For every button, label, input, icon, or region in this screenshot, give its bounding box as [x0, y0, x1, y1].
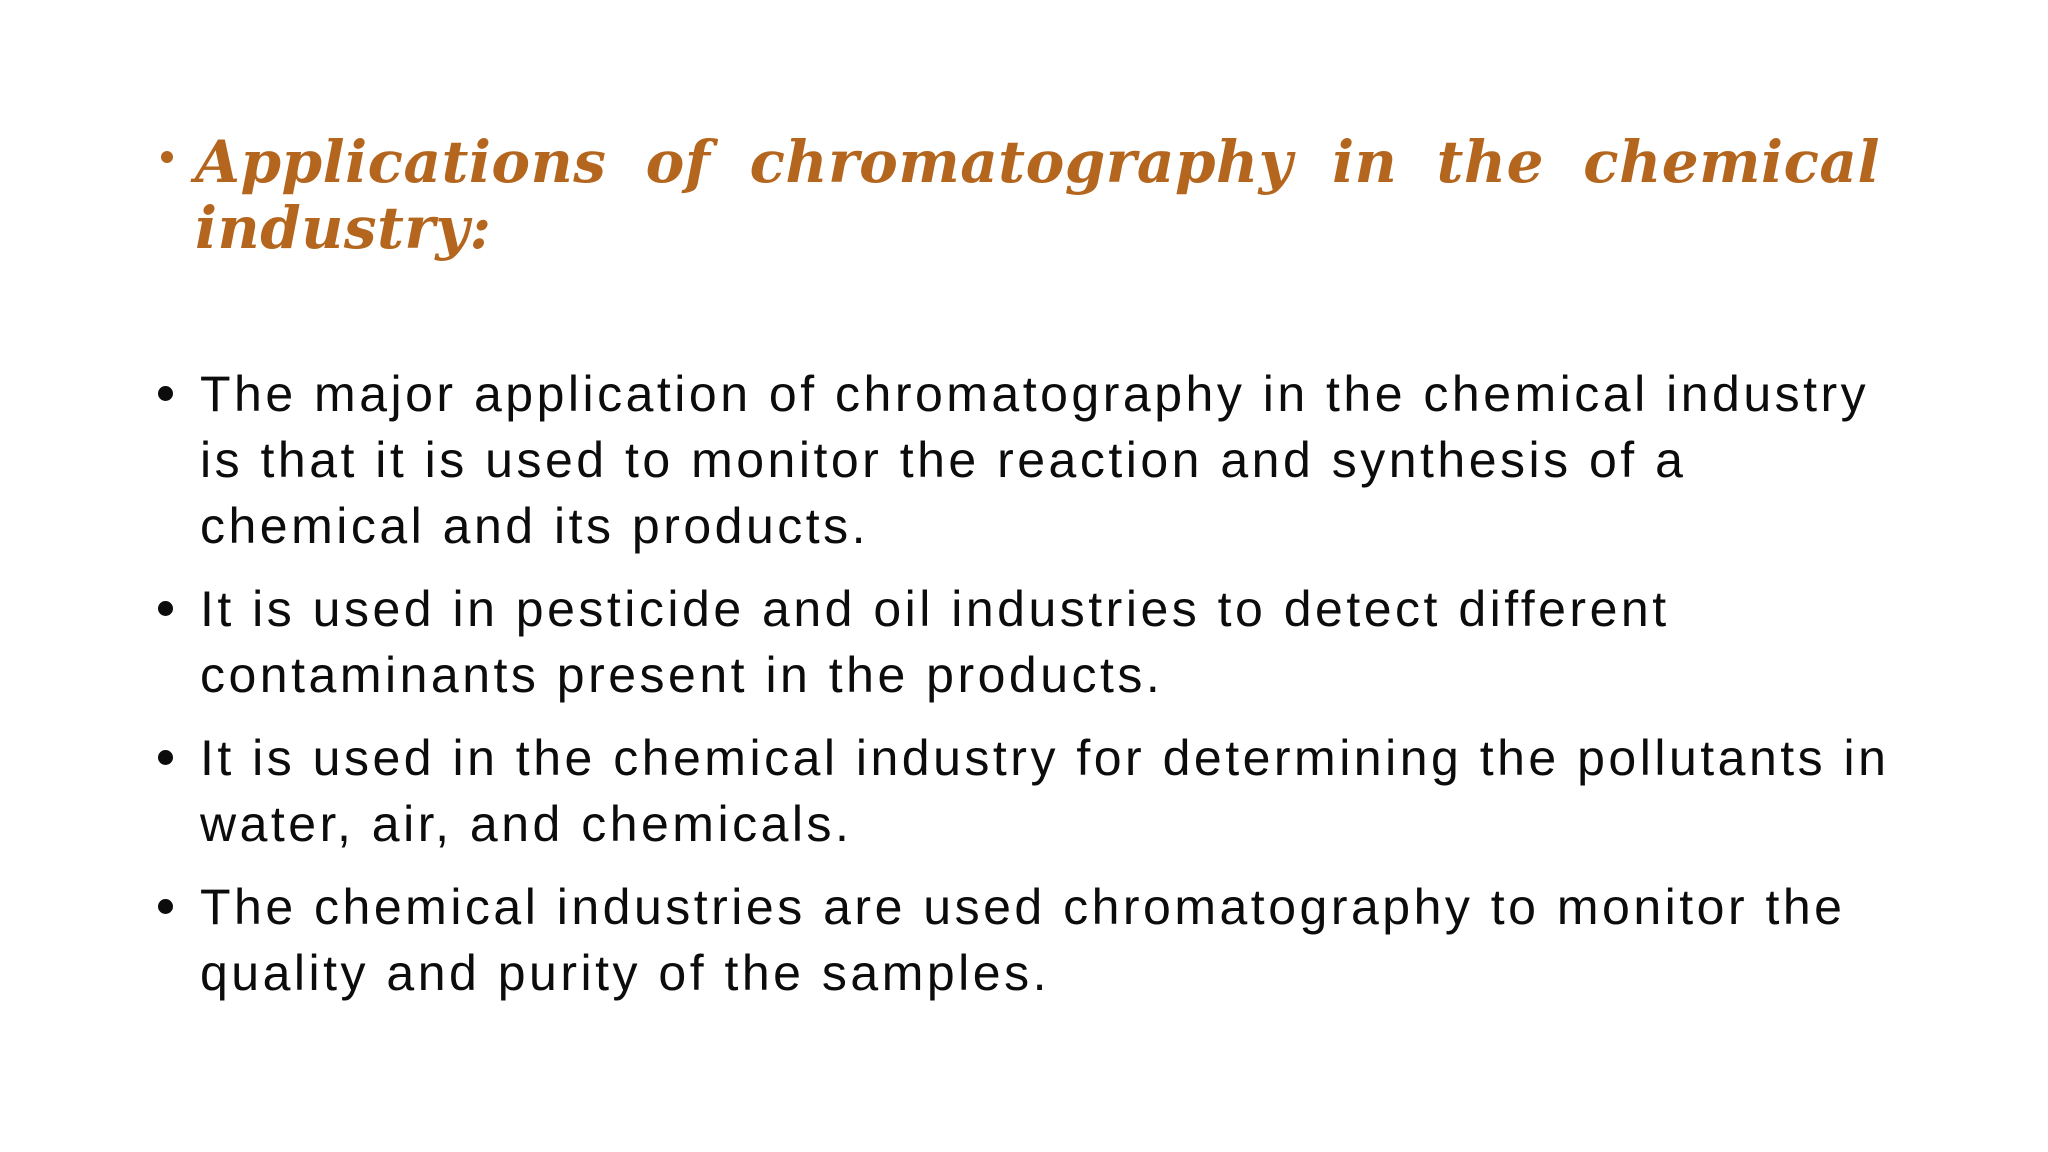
list-item [200, 576, 1914, 708]
bullet-icon [158, 601, 173, 616]
bullet-text-1: The major application of chromatography in the chemical industry is that it is used to monitor the reaction and synthesis of a chemical and its products. [200, 366, 1870, 554]
list-item [200, 874, 1914, 1006]
list-item [200, 361, 1914, 559]
bullet-icon [158, 386, 173, 401]
bullet-list [200, 361, 1914, 1023]
title-bullet-icon [161, 151, 173, 163]
bullet-icon [158, 899, 173, 914]
bullet-text-3: It is used in the chemical industry for determining the pollutants in water, air, and chemicals. [200, 730, 1890, 852]
bullet-icon [158, 750, 173, 765]
bullet-text-4: The chemical industries are used chromatography to monitor the quality and purity of the samples. [200, 879, 1846, 1001]
list-item [200, 725, 1914, 857]
bullet-text-2: It is used in pesticide and oil industries to detect different contaminants present in the products. [200, 581, 1670, 703]
slide-title: Applications of chromatography in the chemical industry: [195, 128, 1880, 262]
